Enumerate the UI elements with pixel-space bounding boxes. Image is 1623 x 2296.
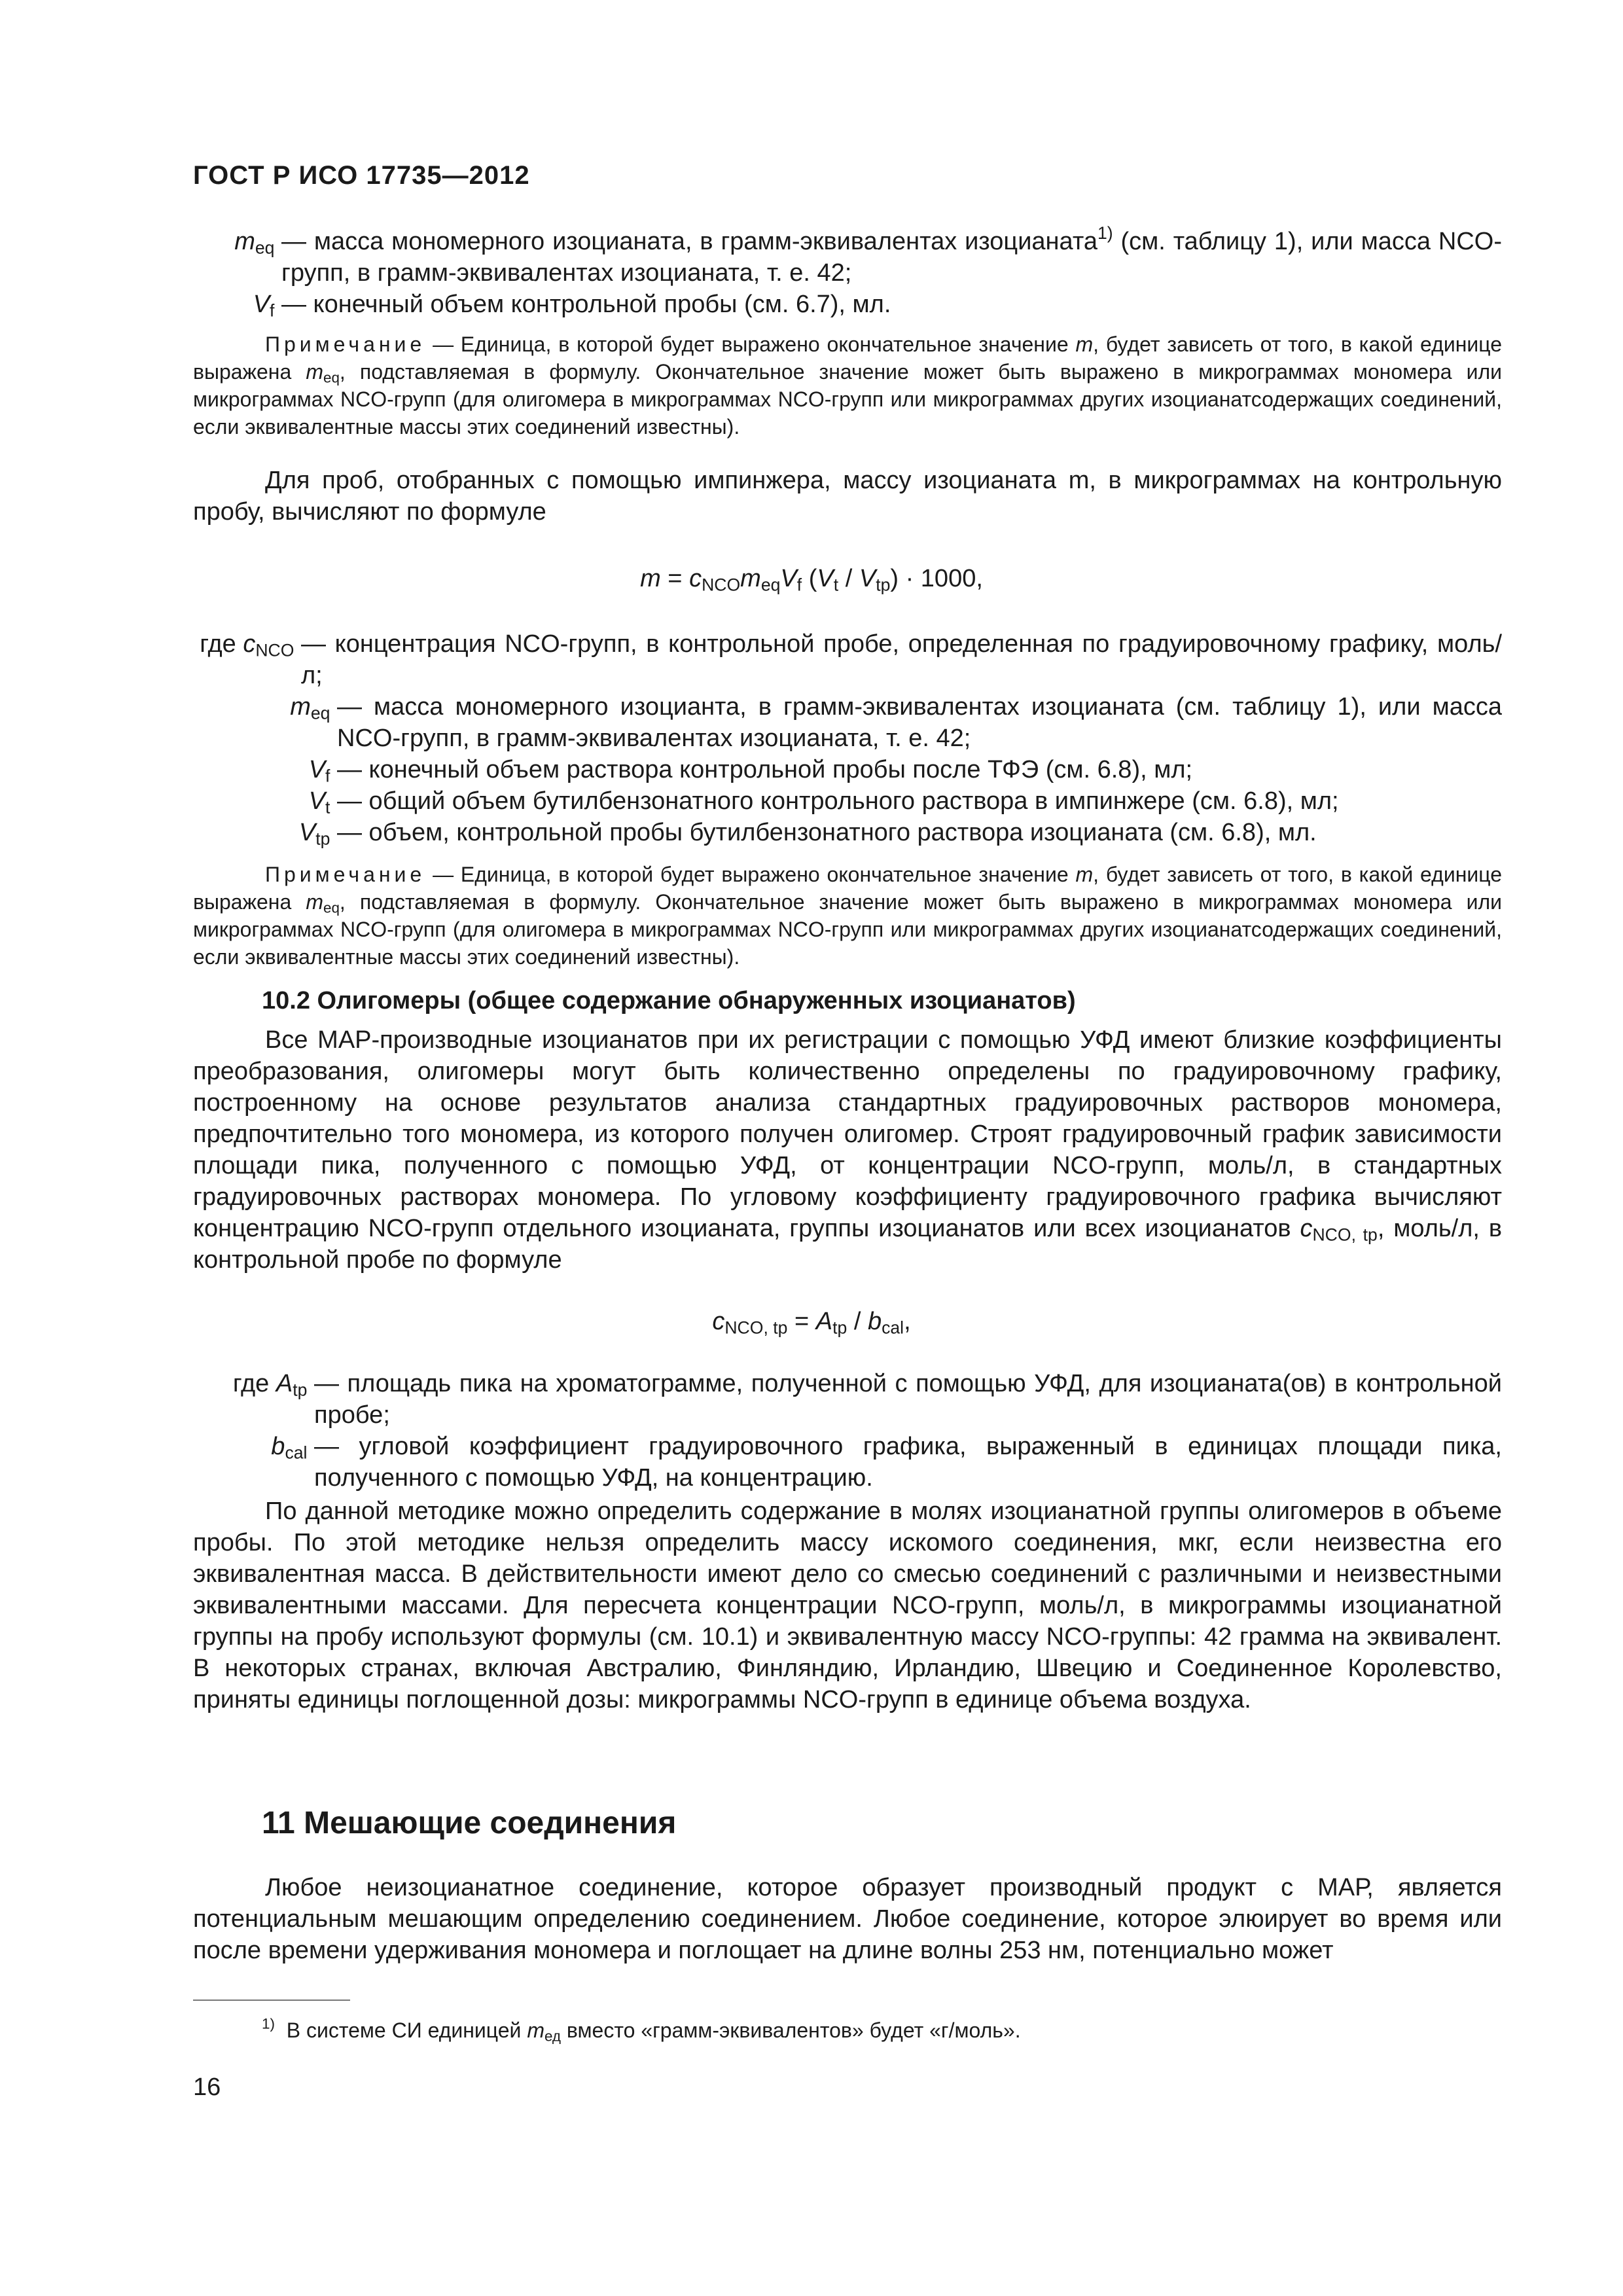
definition-meq: $m_{eq}$ — масса мономерного изоцианата, в грамм-эквивалентах изоцианата$^{1)}$ (см. таблицу 1), или масса NCO-групп, в грамм-эквивалентах изоцианата, т. е. 42; xyxy=(234,223,1502,287)
note-2: Примечание — Единица, в которой будет выражено окончательное значение m, будет зависеть от того, в какой единице выражена $m_{eq}$, подставляемая в формулу. Окончательное значение может быть выражено в микрограммах мономера или микрограммах NCO-групп (для олигомера в микрограммах NCO-групп или микрограммах других изоцианатсодержащих соединений, если эквивалентные массы этих соединений известны). xyxy=(193,863,1503,969)
symbol-meq: $m_{eq}$ xyxy=(234,228,275,258)
page-number: 16 xyxy=(193,2073,221,2101)
symbol-vf: $V_f$ xyxy=(253,291,275,321)
formula-2: $c_{NCO, tp} = A_{tp} / b_{cal}$, xyxy=(712,1308,911,1338)
definitions-block-2 xyxy=(193,628,1502,848)
definition-vtp: $V_{tp}$ — объем, контрольной пробы бутилбензонатного раствора изоцианата (см. 6.8), мл. xyxy=(298,819,1317,849)
definition-meq-2: $m_{eq}$ — масса мономерного изоцианта, в грамм-эквивалентах изоцианата (см. таблицу 1), или масса NCO-групп, в грамм-эквивалентах изоцианата, т. е. 42; xyxy=(290,693,1502,752)
section-11-title: 11 Мешающие соединения xyxy=(262,1806,677,1840)
definition-vf: $V_f$ — конечный объем контрольной пробы (см. 6.7), мл. xyxy=(281,289,1502,320)
definitions-block-1 xyxy=(193,223,1502,321)
footnote: $^{1)}$ В системе СИ единицей $m_{ед}$ вместо «грамм-эквивалентов» будет «г/моль». xyxy=(262,2015,1021,2045)
section-10-2-title: 10.2 Олигомеры (общее содержание обнаруженных изоцианатов) xyxy=(262,987,1076,1014)
paragraph-11: Любое неизоцианатное соединение, которое образует производный продукт с МАР, является потенциальным мешающим определению соединением. Любое соединение, которое элюирует во время или после времени удерживания мономера и поглощает на длине волны 253 нм, потенциально может xyxy=(193,1874,1502,1964)
paragraph-10-2-1: Все МАР-производные изоцианатов при их регистрации с помощью УФД имеют близкие коэффициенты преобразования, олигомеры могут быть количественно определены по градуировочному графику, построенному на основе результатов анализа стандартных градуировочных растворов мономера, предпочтительно того мономера, из которого получен олигомер. Строят градуировочный график зависимости площади пика, полученного с помощью УФД, от концентрации NCO-групп, моль/л, в стандартных градуировочных растворах мономера. По угловому коэффициенту градуировочного графика вычисляют концентрацию NCO-групп отдельного изоцианата, группы изоцианатов или всех изоцианатов $c_{NCO, tp}$, моль/л, в контрольной пробе по формуле xyxy=(193,1026,1503,1274)
definition-vt: $V_t$ — общий объем бутилбензонатного контрольного раствора в импинжере (см. 6.8), мл; xyxy=(308,787,1339,817)
paragraph-impinger: Для проб, отобранных с помощью импинжера, массу изоцианата m, в микрограммах на контрольную пробу, вычисляют по формуле xyxy=(193,467,1502,526)
standard-header: ГОСТ Р ИСО 17735—2012 xyxy=(193,161,530,190)
footnote-ref[interactable]: 1) xyxy=(1097,223,1113,243)
definitions-block-3 xyxy=(193,1368,1502,1494)
note-1: Примечание — Единица, в которой будет выражено окончательное значение m, будет зависеть от того, в какой единице выражена $m_{eq}$, подставляемая в формулу. Окончательное значение может быть выражено в микрограммах мономера или микрограммах NCO-групп (для олигомера в микрограммах NCO-групп или микрограммах других изоцианатсодержащих соединений, если эквивалентные массы этих соединений известны). xyxy=(193,332,1503,439)
definition-vf-2: $V_f$ — конечный объем раствора контрольной пробы после ТФЭ (см. 6.8), мл; xyxy=(308,756,1193,786)
footnote-separator xyxy=(193,2000,350,2001)
definition-bcal: $b_{cal}$ — угловой коэффициент градуировочного графика, выраженный в единицах площади пика, полученного с помощью УФД, на концентрацию. xyxy=(271,1433,1502,1492)
formula-1: $m = c_{NCO}m_{eq}V_f$ $(V_t / V_{tp}) \cdot 1000$, xyxy=(640,565,983,595)
definition-atp: где $A_{tp}$ — площадь пика на хроматограмме, полученной с помощью УФД, для изоцианата(ов) в контрольной пробе; xyxy=(232,1370,1502,1429)
definition-cnco: где $c_{NCO}$ — концентрация NCO-групп, в контрольной пробе, определенная по градуировочному графику, моль/л; xyxy=(200,630,1502,689)
paragraph-10-2-2: По данной методике можно определить содержание в молях изоцианатной группы олигомеров в объеме пробы. По этой методике нельзя определить массу искомого соединения, мкг, если неизвестна его эквивалентная масса. В действительности имеют дело со смесью соединений с различными и неизвестными эквивалентными массами. Для пересчета концентрации NCO-групп, моль/л, в микрограммы изоцианатной группы на пробу используют формулы (см. 10.1) и эквивалентную массу NCO-группы: 42 грамма на эквивалент. В некоторых странах, включая Австралию, Финляндию, Ирландию, Швецию и Соединенное Королевство, приняты единицы поглощенной дозы: микрограммы NCO-групп в единице объема воздуха. xyxy=(193,1498,1502,1713)
